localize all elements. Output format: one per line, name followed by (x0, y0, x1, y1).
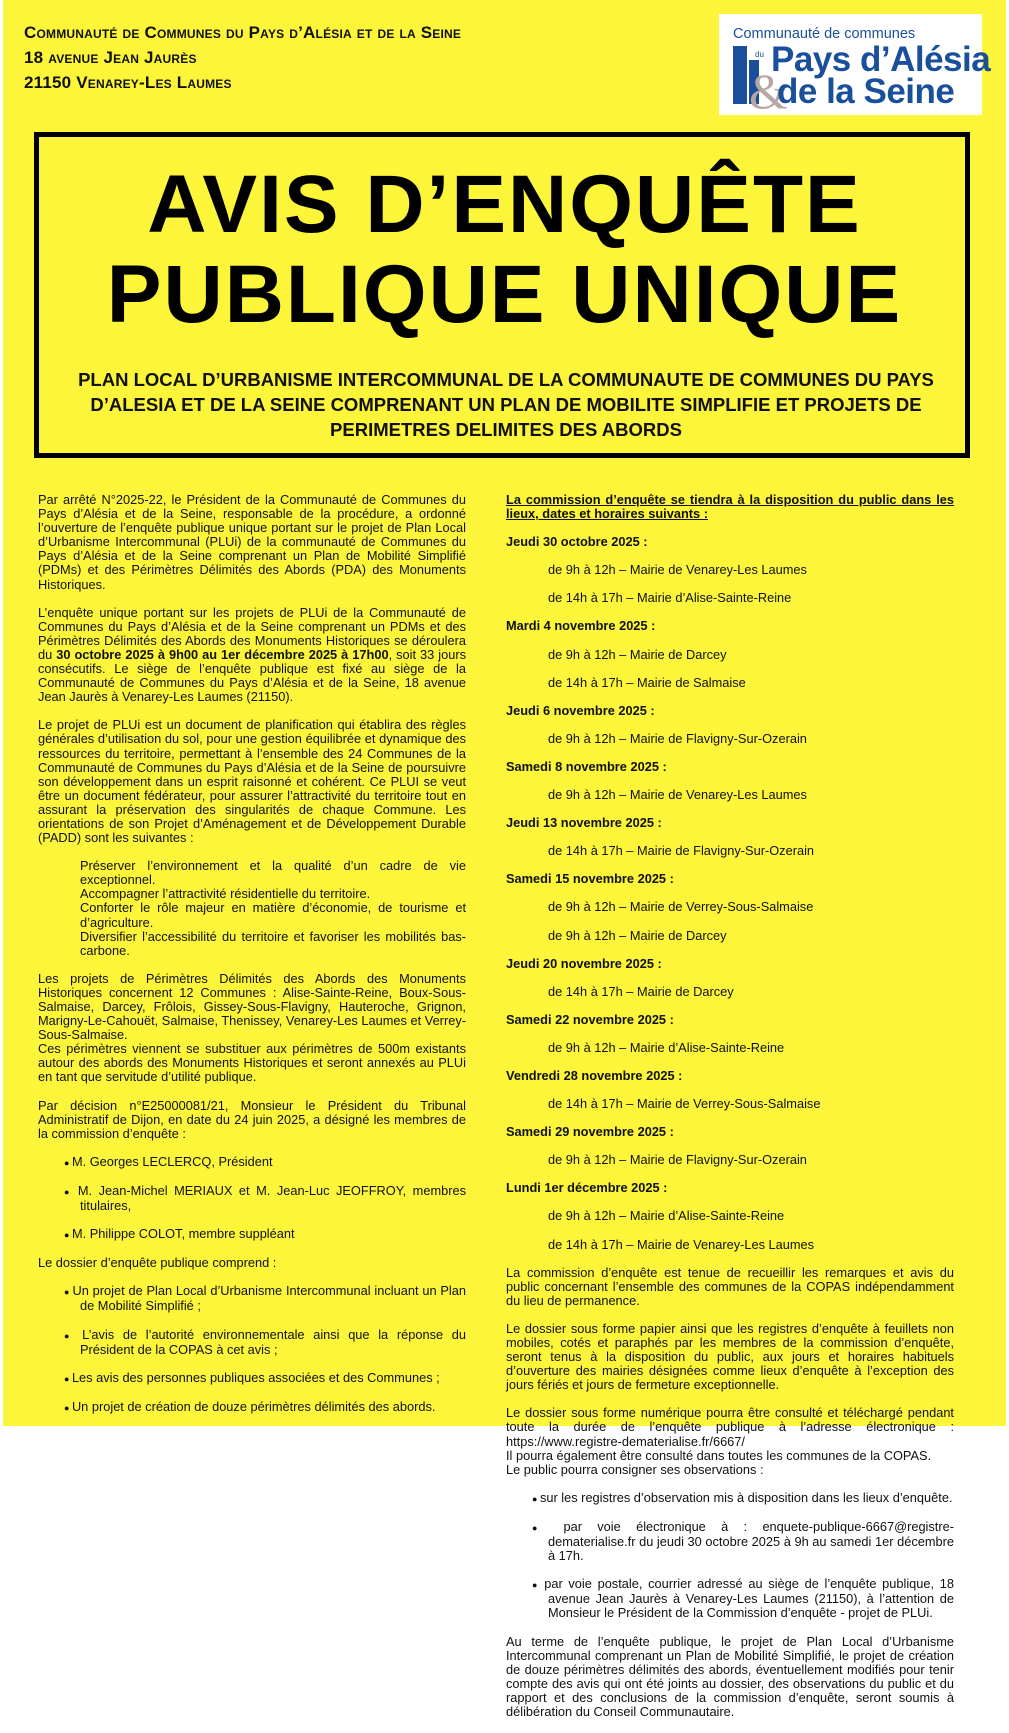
logo-ampersand: & (749, 63, 788, 119)
schedule-slot: de 9h à 12h – Mairie de Darcey (548, 646, 727, 662)
paragraph-conclusion: Au terme de l’enquête publique, le projet de Plan Local d’Urbanisme Intercommunal comprenant un Plan de Mobilité Simplifié, le projet de création de douze périmètres délimités des abords, éventuellement modifiés pour tenir compte des avis qui ont été joints au dossier, des observations du public et du rapport et des conclusions de la commission d’enquête, seront soumis à délibération du Conseil Communautaire. (506, 1633, 954, 1719)
orientation-1 (38, 859, 466, 887)
schedule-day: Samedi 22 novembre 2025 : (506, 1011, 674, 1027)
orientation-4: Diversifier l’accessibilité du territoire et favoriser les mobilités bas-carbone. (80, 928, 466, 958)
schedule-slot: de 9h à 12h – Mairie d’Alise-Sainte-Reine (548, 1039, 785, 1055)
schedule-day: Samedi 29 novembre 2025 : (506, 1124, 674, 1140)
schedule-slot: de 14h à 17h – Mairie de Salmaise (548, 674, 746, 690)
paragraph-remarques: La commission d’enquête est tenue de recueillir les remarques et avis du public concernant l’ensemble des communes de la COPAS indépendamment du lieu de permanence. (506, 1264, 954, 1308)
dates-intro: L’enquête unique portant sur les projets de PLUi de la Communauté de Communes du Pays d’Alésia et de la Seine comprenant un PDMs et des Périmètres Délimités des Abords des Monuments Historiques se déroulera du (38, 604, 466, 662)
consign-item-2: ● par voie électronique à : enquete-publique-6667@registre-dematerialise.fr du jeudi 30 octobre 2025 à 9h au samedi 1er décembre à 17h. (506, 1520, 954, 1563)
schedule-list (506, 535, 954, 1251)
organisation-address (24, 20, 461, 95)
paragraph-papier: Le dossier sous forme papier ainsi que les registres d’enquête à feuillets non mobiles, cotés et paraphés par les membres de la commission d’enquête, seront tenus à la disposition du public, aux jours et horaires habituels d’ouverture des mairies désignées comme lieux d’enquête à l’exception des jours fériés et jours de fermeture exceptionnelle. (506, 1320, 954, 1393)
schedule-slot: de 9h à 12h – Mairie de Flavigny-Sur-Ozerain (548, 1152, 807, 1168)
schedule-slot: de 9h à 12h – Mairie de Venarey-Les Laumes (548, 787, 807, 803)
paragraph-communes: Il pourra également être consulté dans toutes les communes de la COPAS. (506, 1447, 932, 1463)
schedule-slot: de 14h à 17h – Mairie d’Alise-Sainte-Reine (548, 590, 792, 606)
logo-emblem (733, 46, 747, 104)
orientation-1-text: Préserver l’environnement et la qualité d’un cadre de vie exceptionnel. (80, 858, 466, 888)
dossier-item-3: ● Les avis des personnes publiques associées et des Communes ; (38, 1371, 466, 1386)
member-1: ● M. Georges LECLERCQ, Président (38, 1155, 466, 1170)
schedule-slot: de 14h à 17h – Mairie de Venarey-Les Laumes (548, 1236, 815, 1252)
paragraph-observations: Le public pourra consigner ses observations : (506, 1461, 764, 1477)
schedule-heading: La commission d’enquête se tiendra à la disposition du public dans les lieux, dates et horaires suivants : (506, 492, 954, 522)
dossier-item-2: ● L’avis de l’autorité environnementale ainsi que la réponse du Président de la COPAS à cet avis ; (38, 1328, 466, 1357)
logo-line-3: de la Seine (777, 72, 955, 111)
paragraph-arrete: Par arrêté N°2025-22, le Président de la Communauté de Communes du Pays d’Alésia et de la Seine, responsable de la procédure, a ordonné l’ouverture de l’enquête publique unique portant sur le projet de Plan Local d’Urbanisme Intercommunal (PLUi) de la communauté de Communes du Pays d’Alésia et de la Seine comprenant un Plan de Mobilité Simplifié (PDMs) et des Périmètres Délimités des Abords (PDA) des Monuments Historiques. (38, 492, 466, 592)
schedule-day: Samedi 8 novembre 2025 : (506, 758, 667, 774)
schedule-slot: de 9h à 12h – Mairie d’Alise-Sainte-Reine (548, 1208, 785, 1224)
schedule-slot: de 14h à 17h – Mairie de Darcey (548, 983, 734, 999)
schedule-day: Lundi 1er décembre 2025 : (506, 1180, 668, 1196)
dossier-item-4: ● Un projet de création de douze périmètres délimités des abords. (38, 1400, 466, 1415)
left-column (38, 493, 466, 1429)
right-column (506, 493, 954, 1733)
main-title-line-1: AVIS D’ENQUÊTE (147, 159, 862, 250)
schedule-day: Mardi 4 novembre 2025 : (506, 618, 656, 634)
schedule-day: Jeudi 13 novembre 2025 : (506, 815, 662, 831)
member-2: ● M. Jean-Michel MERIAUX et M. Jean-Luc JEOFFROY, membres titulaires, (38, 1184, 466, 1213)
schedule-day: Jeudi 30 octobre 2025 : (506, 534, 648, 550)
schedule-day: Vendredi 28 novembre 2025 : (506, 1067, 683, 1083)
schedule-slot: de 9h à 12h – Mairie de Flavigny-Sur-Ozerain (548, 730, 807, 746)
main-title-line-2: PUBLIQUE UNIQUE (106, 249, 903, 340)
org-street: 18 avenue Jean Jaurès (24, 48, 197, 67)
logo-line-1: Communauté de communes (733, 26, 916, 42)
paragraph-numerique: Le dossier sous forme numérique pourra être consulté et téléchargé pendant toute la durée de l’enquête publique à l’adresse électronique : https://www.registre-dematerialise.fr/6667/ (506, 1405, 954, 1449)
consign-item-3: ● par voie postale, courrier adressé au siège de l’enquête publique, 18 avenue Jean Jaurès à Venarey-Les Laumes (21150), à l’attention de Monsieur le Président de la Commission d’enquête - projet de PLUi. (506, 1577, 954, 1620)
paragraph-dates (38, 606, 466, 705)
member-3: ● M. Philippe COLOT, membre suppléant (38, 1227, 466, 1242)
paragraph-perimetres: Ces périmètres viennent se substituer aux périmètres de 500m existants autour des abords des Monuments Historiques et seront annexés au PLUi en tant que servitude d’utilité publique. (38, 1041, 466, 1085)
org-name: Communauté de Communes du Pays d’Alésia et de la Seine (24, 23, 462, 42)
dates-bold: 30 octobre 2025 à 9h00 au 1er décembre 2025 à 17h00 (56, 646, 389, 662)
schedule-day: Jeudi 20 novembre 2025 : (506, 955, 662, 971)
schedule-slot: de 14h à 17h – Mairie de Verrey-Sous-Salmaise (548, 1096, 821, 1112)
paragraph-plui: Le projet de PLUi est un document de planification qui établira des règles générales d’utilisation du sol, pour une gestion équilibrée et dynamique des ressources du territoire, permettant à l’ensemble des 24 Communes de la Communauté de Communes du Pays d’Alésia et de la Seine de poursuivre son développement dans un esprit raisonné et cohérent. Ce PLUI se veut être un document fédérateur, pour assurer l’attractivité du territoire tout en assurant la préservation des singularités de chaque Commune. Les orientations de son Projet d’Aménagement et de Développement Durable (PADD) sont les suivantes : (38, 717, 466, 846)
paragraph-dossier: Le dossier d’enquête publique comprend : (38, 1255, 277, 1271)
org-city: 21150 Venarey-Les Laumes (24, 73, 232, 92)
subtitle: PLAN LOCAL D’URBANISME INTERCOMMUNAL DE LA COMMUNAUTE DE COMMUNES DU PAYS D’ALESIA ET DE LA SEINE COMPRENANT UN PLAN DE MOBILITE SIMPLIFIE ET PROJETS DE PERIMETRES DELIMITES DES ABORDS (78, 369, 934, 440)
paragraph-pda: Les projets de Périmètres Délimités des Abords des Monuments Historiques concernent 12 Communes : Alise-Sainte-Reine, Boux-Sous-Salmaise, Darcey, Frôlois, Gissey-Sous-Flavigny, Hauteroche, Grignon, Marigny-Le-Cahouët, Salmaise, Thenissey, Venarey-Les Laumes et Verrey-Sous-Salmaise. (38, 970, 466, 1043)
logo-line-2: Pays d’Alésia (771, 40, 991, 79)
schedule-slot: de 9h à 12h – Mairie de Venarey-Les Laumes (548, 562, 807, 578)
schedule-day: Samedi 15 novembre 2025 : (506, 871, 674, 887)
dossier-item-1: ● Un projet de Plan Local d’Urbanisme Intercommunal incluant un Plan de Mobilité Simplifié ; (38, 1284, 466, 1313)
schedule-slot: de 9h à 12h – Mairie de Darcey (548, 927, 727, 943)
logo-du: du (755, 50, 764, 59)
copas-logo (719, 14, 991, 119)
consign-item-1: ● sur les registres d’observation mis à disposition dans les lieux d’enquête. (506, 1491, 954, 1506)
orientation-2: Accompagner l’attractivité résidentielle du territoire. (80, 886, 371, 902)
paragraph-decision: Par décision n°E25000081/21, Monsieur le Président du Tribunal Administratif de Dijon, en date du 24 juin 2025, a désigné les membres de la commission d’enquête : (38, 1097, 466, 1141)
orientation-3: Conforter le rôle majeur en matière d’économie, de tourisme et d’agriculture. (80, 900, 466, 930)
schedule-day: Jeudi 6 novembre 2025 : (506, 702, 655, 718)
dates-rest: , soit 33 jours consécutifs. Le siège de l’enquête publique est fixé au siège de la Communauté de Communes du Pays d’Alésia et de la Seine, 18 avenue Jean Jaurès à Venarey-Les Laumes (21150). (38, 646, 467, 705)
schedule-slot: de 9h à 12h – Mairie de Verrey-Sous-Salmaise (548, 899, 814, 915)
schedule-slot: de 14h à 17h – Mairie de Flavigny-Sur-Ozerain (548, 843, 815, 859)
